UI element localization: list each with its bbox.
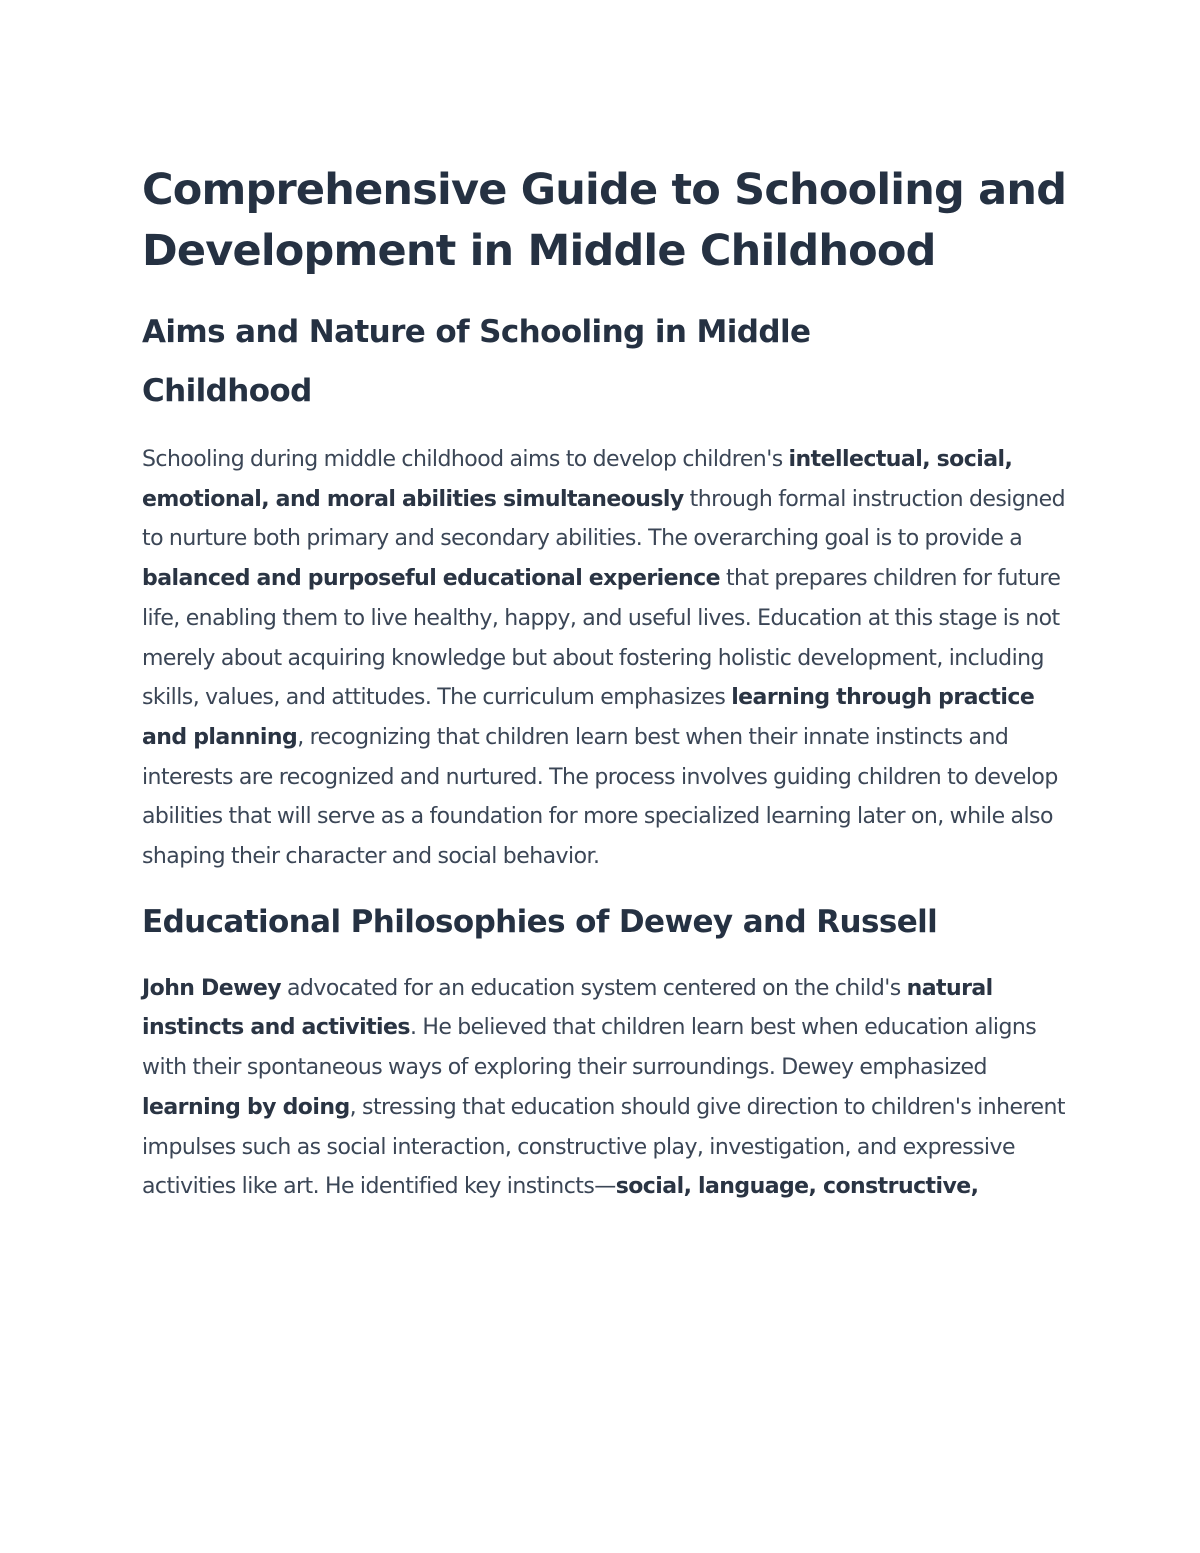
section-paragraph-aims <box>142 440 1067 877</box>
section-paragraph-philosophies <box>142 969 1067 1207</box>
paragraph-run: advocated for an education system centered on the child's <box>281 975 907 1001</box>
section-heading-aims: Aims and Nature of Schooling in Middle Childhood <box>142 314 811 409</box>
document-page <box>142 160 1067 1207</box>
paragraph-run-bold: natural instincts and activities <box>142 975 993 1041</box>
paragraph-run: through formal instruction designed to nurture both primary and secondary abilities. The overarching goal is to provide a <box>142 486 1066 552</box>
paragraph-run-bold: social, language, constructive, <box>615 1174 979 1200</box>
paragraph-run-bold: John Dewey <box>142 975 282 1001</box>
section-heading-philosophies: Educational Philosophies of Dewey and Russell <box>142 903 938 940</box>
paragraph-run: that prepares children for future life, enabling them to live healthy, happy, and useful lives. Education at this stage is not merely about acquiring knowledge but about fostering holistic development, including skills, values, and attitudes. The curriculum emphasizes <box>142 566 1061 711</box>
paragraph-run: Schooling during middle childhood aims to develop children's <box>142 447 789 472</box>
paragraph-run: , stressing that education should give direction to children's inherent impulses such as social interaction, constructive play, investigation, and expressive activities like art. He identified key instincts— <box>142 1094 1065 1200</box>
paragraph-run-bold: balanced and purposeful educational experience <box>142 566 721 592</box>
document-title: Comprehensive Guide to Schooling and Development in Middle Childhood <box>142 165 1067 276</box>
paragraph-run: , recognizing that children learn best when their innate instincts and interests are recognized and nurtured. The process involves guiding children to develop abilities that will serve as a foundation for more specialized learning later on, while also shaping their character and social behavior. <box>142 724 1058 870</box>
paragraph-run-bold: intellectual, social, emotional, and moral abilities simultaneously <box>142 447 1013 512</box>
paragraph-run: . He believed that children learn best when education aligns with their spontaneous ways of exploring their surroundings. Dewey emphasized <box>142 1015 1037 1081</box>
paragraph-run-bold: learning through practice and planning <box>142 685 1035 750</box>
paragraph-run-bold: learning by doing <box>142 1094 350 1120</box>
